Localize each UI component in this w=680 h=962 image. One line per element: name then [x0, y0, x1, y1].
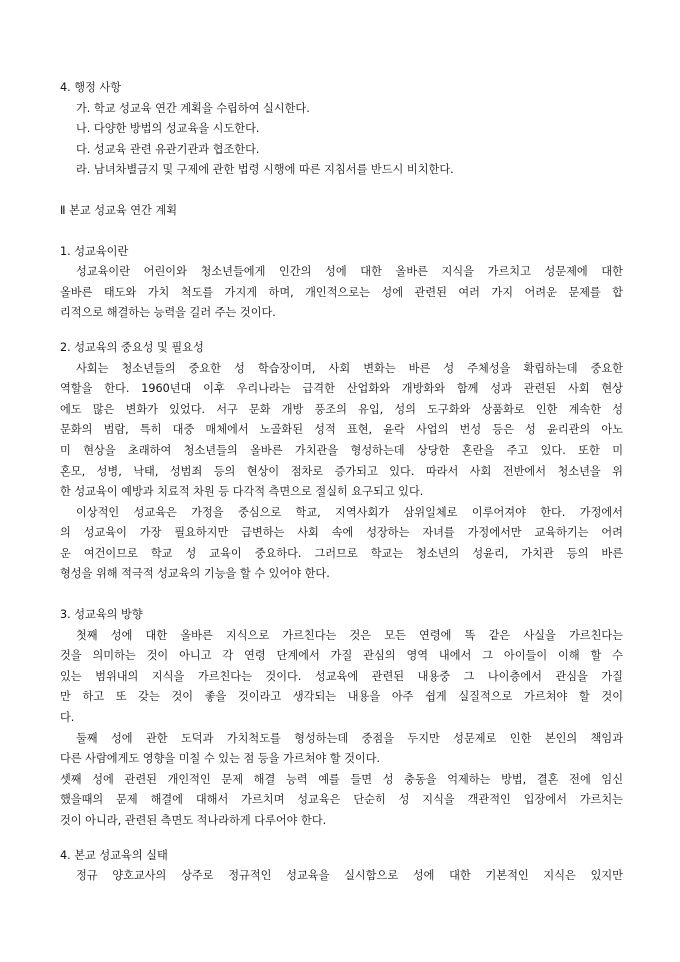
paragraph-line: 올바른 태도와 가치 척도를 가지게 하며, 개인적으로는 성에 관련된 여러 가지 어려운 문제를 합: [60, 285, 623, 299]
paragraph-line: 있는 범위내의 지식을 가르친다는 것이다. 성교육에 관련된 내용중 그 나이층에서 관심을 가질: [60, 669, 623, 683]
paragraph-line: 형성을 위해 적극적 성교육의 기능을 할 수 있어야 한다.: [60, 567, 330, 581]
paragraph-line: 혼모, 성병, 낙태, 성범죄 등의 현상이 점차로 증가되고 있다. 따라서 사회 전반에서 청소년을 위: [60, 464, 623, 478]
paragraph-line: 의 성교육이 가장 필요하지만 급변하는 사회 속에 성장하는 자녀를 가정에서만 교육하기는 어려: [60, 526, 623, 540]
paragraph-line: 것을 의미하는 것이 아니고 각 연령 단계에서 가질 관심의 영역 내에서 그 아이들이 이해 할 수: [60, 649, 623, 663]
section-heading-admin: 4. 행정 사항: [60, 81, 122, 94]
list-item: 라. 남녀차별금지 및 구제에 관한 법령 시행에 따른 지침서를 반드시 비치한다.: [76, 163, 454, 177]
paragraph-line: 했을때의 문제 해결에 대해서 가르치며 성교육은 단순히 성 지식을 객관적인 입장에서 가르치는: [60, 793, 623, 807]
paragraph-line: 미 현상을 초래하여 청소년들의 올바른 가치관을 형성하는데 상당한 혼란을 주고 있다. 또한 미: [60, 443, 623, 457]
paragraph-line: 운 여건이므로 학교 성 교육이 중요하다. 그러므로 학교는 청소년의 성윤리, 가치관 등의 바른: [60, 546, 623, 560]
paragraph-line: 만 하고 또 갖는 것이 좋을 것이라고 생각되는 내용을 아주 쉽게 실질적으로 가르쳐야 할 것이: [60, 690, 623, 704]
section-heading-importance: 2. 성교육의 중요성 및 필요성: [60, 340, 204, 354]
paragraph-line: 셋째 성에 관련된 개인적인 문제 해결 능력 예를 들면 성 충동을 억제하는 방법, 결혼 전에 임신: [60, 772, 623, 786]
paragraph-line: 한 성교육이 예방과 치료적 차원 등 다각적 측면으로 절실히 요구되고 있다.: [60, 485, 424, 499]
paragraph-line: 이상적인 성교육은 가정을 중심으로 학교, 지역사회가 삼위일체로 이루어져야 한다. 가정에서: [76, 505, 623, 519]
list-item: 다. 성교육 관련 유관기관과 협조한다.: [76, 142, 260, 156]
paragraph-line: 다른 사람에게도 영향을 미칠 수 있는 점 등을 가르쳐야 할 것이다.: [60, 752, 381, 766]
paragraph-line: 다.: [60, 711, 75, 725]
paragraph-line: 정규 양호교사의 상주로 정규적인 성교육을 실시함으로 성에 대한 기본적인 지식은 있지만: [76, 869, 623, 883]
list-item: 가. 학교 성교육 연간 계획을 수립하여 실시한다.: [76, 101, 310, 115]
paragraph-line: 첫째 성에 대한 올바른 지식으로 가르친다는 것은 모든 연령에 똑 같은 사실을 가르친다는: [76, 628, 623, 642]
list-item: 나. 다양한 방법의 성교육을 시도한다.: [76, 122, 260, 136]
section-heading-direction: 3. 성교육의 방향: [60, 608, 143, 622]
paragraph-line: 문화의 범람, 특히 대중 매체에서 노골화된 성적 표현, 윤락 사업의 번성 등은 성 윤리관의 아노: [60, 423, 623, 437]
paragraph-line: 역할을 한다. 1960년대 이후 우리나라는 급격한 산업화와 개방화와 함께 성과 관련된 사회 현상: [60, 382, 623, 396]
paragraph-line: 것이 아니라, 관련된 측면도 적나라하게 다루어야 한다.: [60, 814, 327, 827]
paragraph-line: 성교육이란 어린이와 청소년들에게 인간의 성에 대한 올바른 지식을 가르치고 성문제에 대한: [76, 265, 623, 279]
paragraph-line: 둘째 성에 관한 도덕과 가치척도를 형성하는데 중점을 두지만 성문제로 인한 본인의 책임과: [76, 731, 623, 745]
section-heading-status: 4. 본교 성교육의 실태: [60, 848, 168, 862]
paragraph-line: 리적으로 해결하는 능력을 길러 주는 것이다.: [60, 306, 276, 320]
section-heading-definition: 1. 성교육이란: [60, 244, 129, 258]
chapter-title: Ⅱ 본교 성교육 연간 계획: [60, 203, 177, 217]
document-page: [60, 78, 623, 887]
paragraph-line: 사회는 청소년들의 중요한 성 학습장이며, 사회 변화는 바른 성 주체성을 확립하는데 중요한: [76, 361, 623, 375]
paragraph-line: 에도 많은 변화가 있었다. 서구 문화 개방 풍조의 유입, 성의 도구화와 상품화로 인한 계속한 성: [60, 402, 623, 416]
